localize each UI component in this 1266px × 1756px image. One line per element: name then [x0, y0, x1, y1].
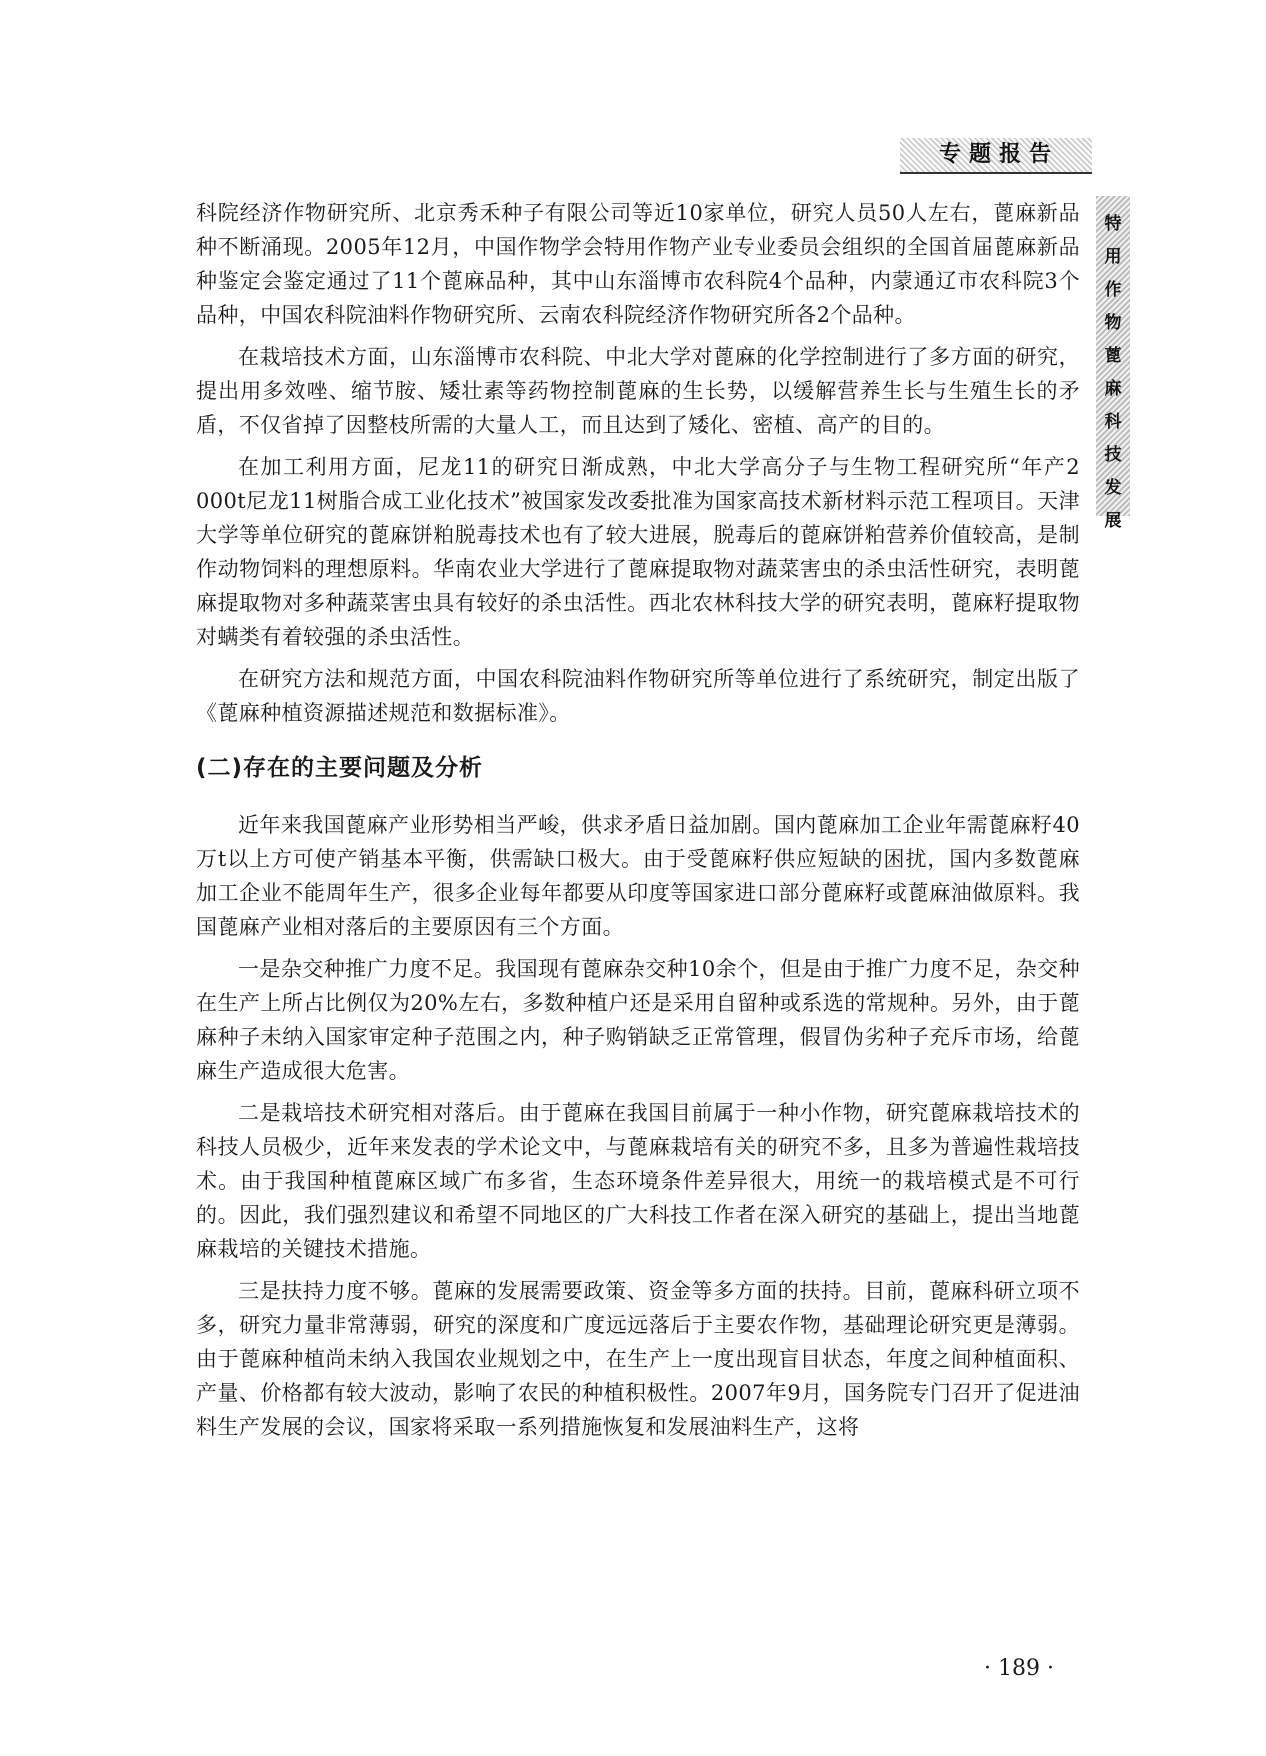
page-number: · 189 · — [984, 1656, 1054, 1681]
paragraph: 三是扶持力度不够。蓖麻的发展需要政策、资金等多方面的扶持。目前，蓖麻科研立项不多，研究力量非常薄弱，研究的深度和广度远远落后于主要农作物，基础理论研究更是薄弱。由于蓖麻种植尚未纳入我国农业规划之中，在生产上一度出现盲目状态，年度之间种植面积、产量、价格都有较大波动，影响了农民的种植积极性。2007年9月，国务院专门召开了促进油料生产发展的会议，国家将采取一系列措施恢复和发展油料生产，这将 — [196, 1279, 1080, 1439]
paragraph: 在研究方法和规范方面，中国农科院油料作物研究所等单位进行了系统研究，制定出版了《蓖麻种植资源描述规范和数据标准》。 — [196, 667, 1080, 725]
paragraph: 一是杂交种推广力度不足。我国现有蓖麻杂交种10余个，但是由于推广力度不足，杂交种在生产上所占比例仅为20%左右，多数种植户还是采用自留种或系选的常规种。另外，由于蓖麻种子未纳入国家审定种子范围之内，种子购销缺乏正常管理，假冒伪劣种子充斥市场，给蓖麻生产造成很大危害。 — [196, 957, 1080, 1083]
section-heading: (二)存在的主要问题及分析 — [196, 755, 484, 781]
paragraph: 在加工利用方面，尼龙11的研究日渐成熟，中北大学高分子与生物工程研究所“年产2 000t尼龙11树脂合成工业化技术”被国家发改委批准为国家高技术新材料示范工程项目。天津大学等单位研究的蓖麻饼粕脱毒技术也有了较大进展，脱毒后的蓖麻饼粕营养价值较高，是制作动物饲料的理想原料。华南农业大学进行了蓖麻提取物对蔬菜害虫的杀虫活性研究，表明蓖麻提取物对多种蔬菜害虫具有较好的杀虫活性。西北农林科技大学的研究表明，蓖麻籽提取物对螨类有着较强的杀虫活性。 — [196, 455, 1080, 649]
paragraph: 科院经济作物研究所、北京秀禾种子有限公司等近10家单位，研究人员50人左右，蓖麻新品种不断涌现。2005年12月，中国作物学会特用作物产业专业委员会组织的全国首届蓖麻新品种鉴定会鉴定通过了11个蓖麻品种，其中山东淄博市农科院4个品种，内蒙通辽市农科院3个品种，中国农科院油料作物研究所、云南农科院经济作物研究所各2个品种。 — [196, 201, 1080, 327]
side-tab-label: 特用作物蓖麻科技发展 — [1104, 214, 1122, 531]
paragraph: 近年来我国蓖麻产业形势相当严峻，供求矛盾日益加剧。国内蓖麻加工企业年需蓖麻籽40万t以上方可使产销基本平衡，供需缺口极大。由于受蓖麻籽供应短缺的困扰，国内多数蓖麻加工企业不能周年生产，很多企业每年都要从印度等国家进口部分蓖麻籽或蓖麻油做原料。我国蓖麻产业相对落后的主要原因有三个方面。 — [196, 813, 1080, 939]
paragraph: 在栽培技术方面，山东淄博市农科院、中北大学对蓖麻的化学控制进行了多方面的研究，提出用多效唑、缩节胺、矮壮素等药物控制蓖麻的生长势，以缓解营养生长与生殖生长的矛盾，不仅省掉了因整枝所需的大量人工，而且达到了矮化、密植、高产的目的。 — [196, 345, 1080, 437]
article-body — [196, 196, 1080, 1452]
section-label: 专题报告 — [938, 142, 1059, 167]
header-rule — [900, 172, 1092, 174]
paragraph: 二是栽培技术研究相对落后。由于蓖麻在我国目前属于一种小作物，研究蓖麻栽培技术的科技人员极少，近年来发表的学术论文中，与蓖麻栽培有关的研究不多，且多为普遍性栽培技术。由于我国种植蓖麻区域广布多省，生态环境条件差异很大，用统一的栽培模式是不可行的。因此，我们强烈建议和希望不同地区的广大科技工作者在深入研究的基础上，提出当地蓖麻栽培的关键技术措施。 — [196, 1101, 1080, 1261]
